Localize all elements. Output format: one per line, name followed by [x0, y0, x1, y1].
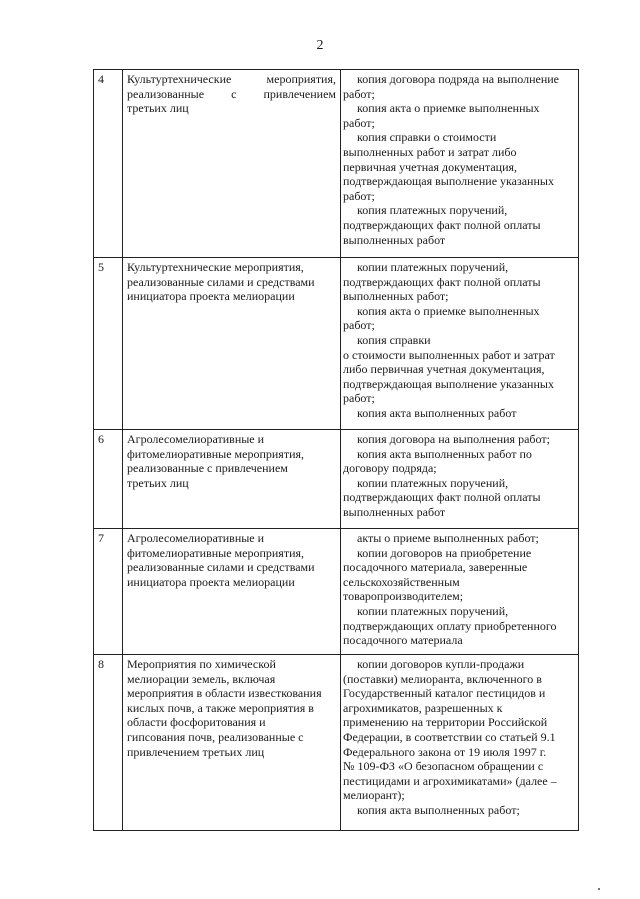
- document-line: копия акта о приемке выполненных: [357, 303, 540, 318]
- table-row: [94, 258, 579, 430]
- document-line: выполненных работ;: [343, 289, 449, 304]
- document-line: Федерации, в соответствии со статьей 9.1: [343, 729, 556, 744]
- document-line: работ;: [343, 391, 375, 406]
- document-line: посадочного материала, заверенные: [343, 560, 528, 575]
- document-line: копии договоров купли-продажи: [357, 657, 525, 671]
- row-number: 5: [94, 258, 123, 430]
- table-row: [94, 70, 579, 258]
- action-line: Культуртехнические мероприятия,: [127, 72, 336, 86]
- documents-cell: [341, 529, 579, 655]
- document-line: копия справки: [357, 332, 431, 347]
- document-line: копии договоров на приобретение: [357, 545, 532, 560]
- document-line: подтверждающих факт полной оплаты: [343, 274, 541, 289]
- document-line: копия акта выполненных работ по: [357, 446, 532, 461]
- document-line: Федерального закона от 19 июля 1997 г.: [343, 744, 547, 759]
- document-line: копия акта о приемке выполненных: [357, 101, 540, 116]
- scan-speck: [598, 888, 600, 890]
- document-line: акты о приеме выполненных работ;: [357, 531, 539, 545]
- document-line: копия акта выполненных работ;: [357, 802, 520, 817]
- action-cell: Мероприятия по химической мелиорации земель, включая мероприятия в области известкования кислых почв, а также мероприятия в области фосфоритования и гипсования почв, реализованные с привлечением третьих лиц: [123, 655, 341, 831]
- documents-cell: [341, 655, 579, 831]
- document-line: сельскохозяйственным: [343, 574, 460, 589]
- table-row: [94, 430, 579, 529]
- document-line: подтверждающих оплату приобретенного: [343, 618, 557, 633]
- document-line: выполненных работ: [343, 232, 446, 247]
- action-cell: Агролесомелиоративные и фитомелиоративные мероприятия, реализованные силами и средствами инициатора проекта мелиорации: [123, 529, 341, 655]
- document-line: агрохимикатов, разрешенных к: [343, 700, 503, 715]
- documents-cell: [341, 430, 579, 529]
- page-number: 2: [316, 38, 324, 53]
- row-number: 8: [94, 655, 123, 831]
- document-line: первичная учетная документация,: [343, 159, 518, 174]
- action-cell: Культуртехнические мероприятия, реализованные силами и средствами инициатора проекта мелиорации: [123, 258, 341, 430]
- documents-cell: [341, 258, 579, 430]
- document-line: Государственный каталог пестицидов и: [343, 686, 546, 701]
- document-line: применению на территории Российской: [343, 715, 548, 730]
- document-line: мелиорант);: [343, 788, 405, 803]
- document-line: копии платежных поручений,: [357, 603, 509, 618]
- document-line: копия платежных поручений,: [357, 203, 508, 218]
- document-line: копия акта выполненных работ: [357, 405, 517, 420]
- document-line: № 109-ФЗ «О безопасном обращении с: [343, 759, 544, 774]
- action-cell: Агролесомелиоративные и фитомелиоративные мероприятия, реализованные с привлечением третьих лиц: [123, 430, 341, 529]
- document-line: пестицидами и агрохимикатами» (далее –: [343, 773, 557, 788]
- document-line: копия договора на выполнения работ;: [357, 432, 550, 446]
- row-number: 4: [94, 70, 123, 258]
- action-line: реализованные с привлечением: [127, 86, 336, 101]
- documents-table: [93, 69, 579, 831]
- document-line: работ;: [343, 115, 375, 130]
- document-line: работ;: [343, 318, 375, 333]
- document-line: договору подряда;: [343, 461, 437, 476]
- document-line: (поставки) мелиоранта, включенного в: [343, 671, 542, 686]
- row-number: 7: [94, 529, 123, 655]
- document-line: товаропроизводителем;: [343, 589, 464, 604]
- action-cell: [123, 70, 341, 258]
- document-line: копия договора подряда на выполнение: [357, 72, 560, 86]
- document-line: копии платежных поручений,: [357, 475, 509, 490]
- document-line: о стоимости выполненных работ и затрат: [343, 347, 555, 362]
- table-row: [94, 655, 579, 831]
- document-line: работ;: [343, 188, 375, 203]
- table-row: [94, 529, 579, 655]
- action-line: третьих лиц: [127, 101, 189, 116]
- document-line: посадочного материала: [343, 633, 463, 648]
- document-line: либо первичная учетная документация,: [343, 362, 545, 377]
- document-line: подтверждающих факт полной оплаты: [343, 217, 541, 232]
- document-line: подтверждающая выполнение указанных: [343, 174, 554, 189]
- document-line: копия справки о стоимости: [357, 130, 497, 145]
- document-line: подтверждающая выполнение указанных: [343, 376, 554, 391]
- document-line: работ;: [343, 86, 375, 101]
- row-number: 6: [94, 430, 123, 529]
- documents-cell: [341, 70, 579, 258]
- document-line: копии платежных поручений,: [357, 260, 509, 274]
- document-line: подтверждающих факт полной оплаты: [343, 490, 541, 505]
- document-line: выполненных работ и затрат либо: [343, 144, 517, 159]
- document-line: выполненных работ: [343, 504, 446, 519]
